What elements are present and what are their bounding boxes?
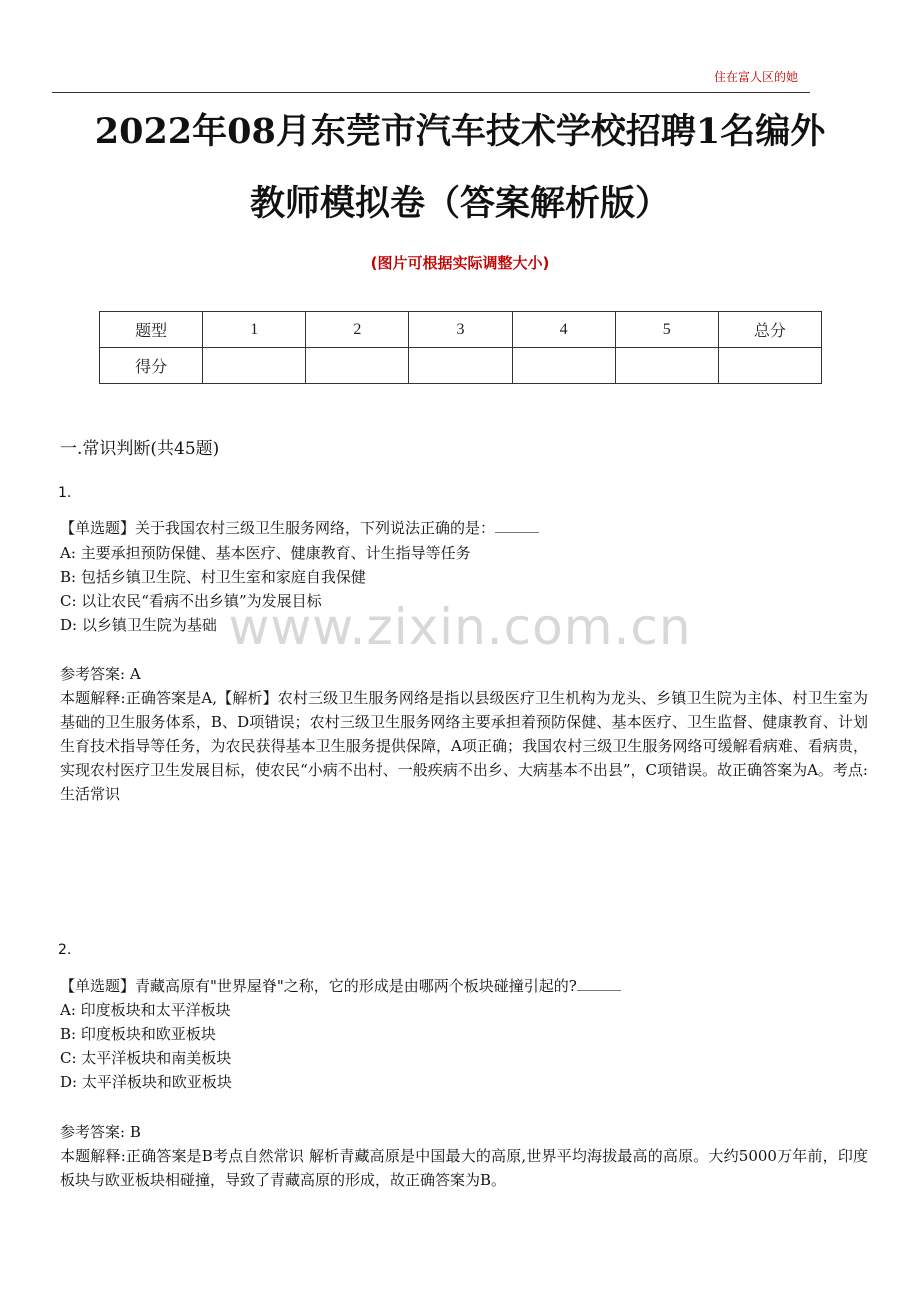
question-2-stem-text: 【单选题】青藏高原有"世界屋脊"之称，它的形成是由哪两个板块碰撞引起的? [60, 977, 577, 995]
image-size-note: (图片可根据实际调整大小) [370, 254, 550, 272]
question-2-answer: 参考答案: B [60, 1123, 141, 1141]
header-note: 住在富人区的她 [714, 70, 799, 84]
score-header-cell: 3 [409, 312, 512, 348]
answer-blank [495, 518, 539, 533]
question-1-option-d: D: 以乡镇卫生院为基础 [60, 616, 217, 634]
question-1-stem-text: 【单选题】关于我国农村三级卫生服务网络，下列说法正确的是： [60, 519, 496, 537]
question-1-answer: 参考答案: A [60, 665, 141, 683]
score-cell [203, 348, 306, 384]
score-header-cell: 1 [203, 312, 306, 348]
question-1-option-c: C: 以让农民“看病不出乡镇”为发展目标 [60, 592, 322, 610]
question-2-option-d: D: 太平洋板块和欧亚板块 [60, 1073, 232, 1091]
question-1-explanation: 本题解释:正确答案是A,【解析】农村三级卫生服务网络是指以县级医疗卫生机构为龙头、乡镇卫生院为主体、村卫生室为基础的卫生服务体系，B、D项错误；农村三级卫生服务网络主要承担着预防保健、基本医疗、卫生监督、健康教育、计划生育技术指导等任务，为农民获得基本卫生服务提供保障，A项正确；我国农村三级卫生服务网络可缓解看病难、看病贵，实现农村医疗卫生发展目标，使农民“小病不出村、一般疾病不出乡、大病基本不出县”，C项错误。故正确答案为A。考点:生活常识 [60, 689, 868, 803]
question-1-number: 1. [58, 485, 72, 501]
score-row-label: 得分 [100, 348, 203, 384]
question-2-option-c: C: 太平洋板块和南美板块 [60, 1049, 232, 1067]
question-2-stem [60, 974, 870, 998]
score-cell [409, 348, 512, 384]
section-title: 一.常识判断(共45题) [60, 439, 220, 459]
question-1-option-b: B: 包括乡镇卫生院、村卫生室和家庭自我保健 [60, 568, 366, 586]
score-header-cell: 总分 [718, 312, 821, 348]
score-cell [512, 348, 615, 384]
header-divider [52, 92, 810, 93]
score-header-cell: 4 [512, 312, 615, 348]
score-table [99, 311, 822, 384]
question-2-number: 2. [58, 942, 72, 958]
score-header-cell: 5 [615, 312, 718, 348]
question-1-option-a: A: 主要承担预防保健、基本医疗、健康教育、计生指导等任务 [60, 544, 471, 562]
score-cell [718, 348, 821, 384]
score-cell [306, 348, 409, 384]
question-2-option-b: B: 印度板块和欧亚板块 [60, 1025, 216, 1043]
score-header-cell: 2 [306, 312, 409, 348]
document-title-line-2: 教师模拟卷（答案解析版） [249, 183, 670, 224]
question-2-option-a: A: 印度板块和太平洋板块 [60, 1001, 231, 1019]
score-header-cell: 题型 [100, 312, 203, 348]
score-table-header-row [100, 312, 822, 348]
document-title-line-1: 2022年08月东莞市汽车技术学校招聘1名编外 [94, 111, 826, 152]
score-cell [615, 348, 718, 384]
question-2-explanation: 本题解释:正确答案是B考点自然常识 解析青藏高原是中国最大的高原,世界平均海拔最高的高原。大约5000万年前，印度板块与欧亚板块相碰撞，导致了青藏高原的形成，故正确答案为B。 [60, 1147, 868, 1189]
watermark: www.zixin.com.cn [228, 598, 692, 656]
answer-blank [577, 976, 621, 991]
score-table-score-row [100, 348, 822, 384]
question-1-stem [60, 516, 870, 540]
